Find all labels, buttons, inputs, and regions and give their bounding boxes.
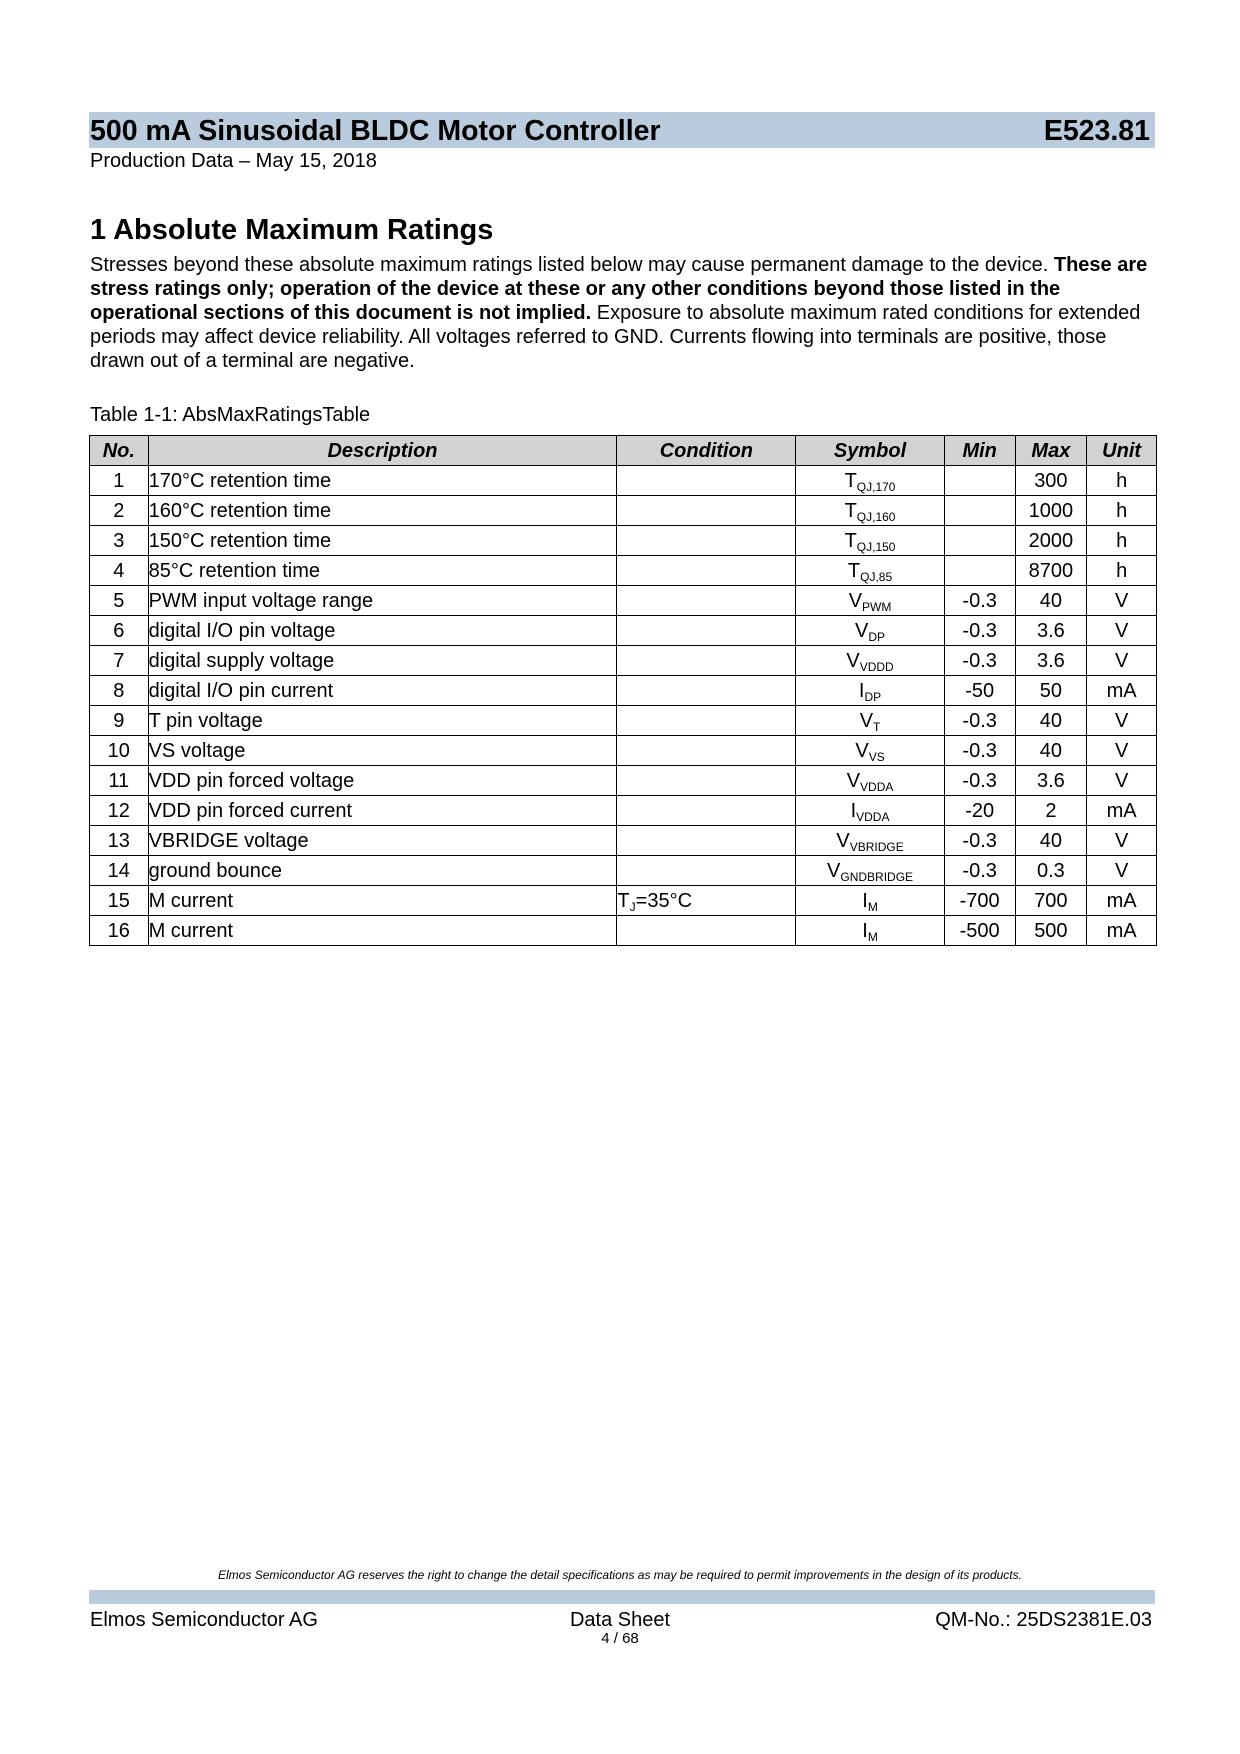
footer-qm-number: QM-No.: 25DS2381E.03 bbox=[935, 1609, 1152, 1631]
cell-unit: V bbox=[1087, 586, 1157, 616]
cell-condition bbox=[617, 496, 796, 526]
cell-max: 300 bbox=[1015, 466, 1087, 496]
cell-min: -0.3 bbox=[944, 706, 1015, 736]
cell-condition bbox=[617, 676, 796, 706]
cell-description: VS voltage bbox=[148, 736, 617, 766]
symbol-subscript: VDDA bbox=[860, 779, 894, 794]
footer-bar bbox=[89, 1590, 1155, 1604]
table-row bbox=[90, 526, 1157, 556]
cell-symbol bbox=[796, 526, 945, 556]
header-description: Description bbox=[148, 436, 617, 466]
cell-description: M current bbox=[148, 886, 617, 916]
cell-description: T pin voltage bbox=[148, 706, 617, 736]
cell-no: 11 bbox=[90, 766, 149, 796]
cell-no: 1 bbox=[90, 466, 149, 496]
symbol-subscript: QJ,160 bbox=[856, 509, 896, 524]
symbol-base: I bbox=[858, 679, 865, 702]
cell-unit: V bbox=[1087, 616, 1157, 646]
symbol-subscript: DP bbox=[864, 689, 882, 704]
cell-no: 10 bbox=[90, 736, 149, 766]
symbol-base: V bbox=[855, 619, 869, 642]
cell-no: 4 bbox=[90, 556, 149, 586]
symbol-base: T bbox=[847, 559, 861, 582]
symbol-base: T bbox=[844, 529, 857, 552]
intro-text-2: Exposure to absolute maximum rated conditions for extended periods may affect device reliability. All voltages referred to GND. Currents flowing into terminals are positive, those drawn out of a terminal are negative. bbox=[90, 302, 1141, 372]
header-max: Max bbox=[1015, 436, 1087, 466]
cell-max: 2 bbox=[1015, 796, 1087, 826]
symbol-subscript: QJ,150 bbox=[856, 539, 896, 554]
condition-subscript: J bbox=[629, 899, 636, 914]
document-code: E523.81 bbox=[1043, 115, 1150, 147]
table-row bbox=[90, 496, 1157, 526]
cell-description: PWM input voltage range bbox=[148, 586, 617, 616]
symbol-subscript: VDDA bbox=[856, 809, 890, 824]
cell-min: -0.3 bbox=[944, 646, 1015, 676]
symbol-base: I bbox=[850, 799, 857, 822]
symbol-base: V bbox=[855, 739, 869, 762]
symbol-subscript: T bbox=[873, 719, 881, 734]
symbol-base: V bbox=[846, 769, 861, 792]
cell-condition bbox=[617, 586, 796, 616]
cell-min: -500 bbox=[944, 916, 1015, 946]
cell-min: -0.3 bbox=[944, 616, 1015, 646]
cell-condition bbox=[617, 766, 796, 796]
cell-symbol bbox=[796, 886, 945, 916]
cell-max: 700 bbox=[1015, 886, 1087, 916]
cell-condition bbox=[617, 796, 796, 826]
symbol-subscript: VS bbox=[868, 749, 885, 764]
cell-condition bbox=[617, 856, 796, 886]
symbol-base: V bbox=[848, 589, 863, 612]
cell-min: -20 bbox=[944, 796, 1015, 826]
cell-max: 40 bbox=[1015, 706, 1087, 736]
cell-unit: mA bbox=[1087, 886, 1157, 916]
footer-doc-type: Data Sheet bbox=[569, 1609, 671, 1631]
cell-no: 5 bbox=[90, 586, 149, 616]
cell-min bbox=[944, 466, 1015, 496]
cell-symbol bbox=[796, 796, 945, 826]
symbol-base: I bbox=[862, 889, 868, 912]
cell-description: digital I/O pin voltage bbox=[148, 616, 617, 646]
cell-unit: mA bbox=[1087, 676, 1157, 706]
cell-min: -0.3 bbox=[944, 826, 1015, 856]
cell-condition bbox=[617, 826, 796, 856]
cell-symbol bbox=[796, 916, 945, 946]
intro-bold-text: These are stress ratings only; operation of the device at these or any other conditions beyond those listed in the operational sections of this document is not implied. bbox=[90, 254, 1148, 324]
cell-unit: V bbox=[1087, 856, 1157, 886]
table-row bbox=[90, 466, 1157, 496]
cell-max: 3.6 bbox=[1015, 646, 1087, 676]
cell-min: -0.3 bbox=[944, 586, 1015, 616]
cell-no: 6 bbox=[90, 616, 149, 646]
symbol-subscript: GNDBRIDGE bbox=[840, 869, 914, 884]
footer-company: Elmos Semiconductor AG bbox=[90, 1609, 318, 1631]
cell-condition bbox=[617, 916, 796, 946]
cell-no: 15 bbox=[90, 886, 149, 916]
cell-description: 170°C retention time bbox=[148, 466, 617, 496]
cell-symbol bbox=[796, 586, 945, 616]
table-header-row bbox=[90, 436, 1157, 466]
cell-max: 8700 bbox=[1015, 556, 1087, 586]
header-no: No. bbox=[90, 436, 149, 466]
cell-condition bbox=[617, 706, 796, 736]
table-row bbox=[90, 916, 1157, 946]
cell-no: 2 bbox=[90, 496, 149, 526]
cell-condition bbox=[617, 466, 796, 496]
cell-no: 12 bbox=[90, 796, 149, 826]
cell-symbol bbox=[796, 766, 945, 796]
cell-max: 2000 bbox=[1015, 526, 1087, 556]
intro-text-1: Stresses beyond these absolute maximum ratings listed below may cause permanent damage to the device. bbox=[90, 254, 1049, 276]
table-row bbox=[90, 676, 1157, 706]
page-number: 4 / 68 bbox=[601, 1630, 639, 1647]
cell-min: -0.3 bbox=[944, 766, 1015, 796]
table-row bbox=[90, 736, 1157, 766]
table-row bbox=[90, 556, 1157, 586]
header-min: Min bbox=[944, 436, 1015, 466]
cell-unit: V bbox=[1087, 766, 1157, 796]
symbol-subscript: DP bbox=[868, 629, 886, 644]
cell-min bbox=[944, 526, 1015, 556]
symbol-base: I bbox=[862, 919, 868, 942]
cell-no: 9 bbox=[90, 706, 149, 736]
cell-unit: h bbox=[1087, 526, 1157, 556]
table-row bbox=[90, 886, 1157, 916]
cell-description: VDD pin forced voltage bbox=[148, 766, 617, 796]
table-row bbox=[90, 706, 1157, 736]
cell-max: 3.6 bbox=[1015, 766, 1087, 796]
cell-symbol bbox=[796, 466, 945, 496]
cell-description: digital I/O pin current bbox=[148, 676, 617, 706]
cell-unit: V bbox=[1087, 646, 1157, 676]
symbol-subscript: M bbox=[867, 899, 878, 914]
table-row bbox=[90, 796, 1157, 826]
section-title: 1 Absolute Maximum Ratings bbox=[90, 214, 494, 246]
cell-description: M current bbox=[148, 916, 617, 946]
cell-description: 85°C retention time bbox=[148, 556, 617, 586]
cell-max: 500 bbox=[1015, 916, 1087, 946]
table-caption: Table 1-1: AbsMaxRatingsTable bbox=[90, 404, 371, 426]
symbol-subscript: VDDD bbox=[859, 659, 894, 674]
table-row bbox=[90, 766, 1157, 796]
table-row bbox=[90, 856, 1157, 886]
cell-symbol bbox=[796, 616, 945, 646]
cell-no: 8 bbox=[90, 676, 149, 706]
cell-unit: V bbox=[1087, 706, 1157, 736]
cell-unit: h bbox=[1087, 496, 1157, 526]
cell-symbol bbox=[796, 826, 945, 856]
cell-description: digital supply voltage bbox=[148, 646, 617, 676]
table-row bbox=[90, 616, 1157, 646]
table-row bbox=[90, 826, 1157, 856]
document-subtitle: Production Data – May 15, 2018 bbox=[90, 150, 377, 172]
condition-rest: =35°C bbox=[635, 889, 693, 912]
cell-max: 40 bbox=[1015, 586, 1087, 616]
cell-condition bbox=[617, 886, 796, 916]
cell-no: 13 bbox=[90, 826, 149, 856]
cell-symbol bbox=[796, 556, 945, 586]
symbol-base: T bbox=[844, 469, 857, 492]
cell-symbol bbox=[796, 706, 945, 736]
cell-condition bbox=[617, 736, 796, 766]
cell-max: 0.3 bbox=[1015, 856, 1087, 886]
cell-min: -0.3 bbox=[944, 856, 1015, 886]
cell-min: -50 bbox=[944, 676, 1015, 706]
cell-max: 1000 bbox=[1015, 496, 1087, 526]
cell-unit: mA bbox=[1087, 916, 1157, 946]
cell-description: VDD pin forced current bbox=[148, 796, 617, 826]
cell-description: VBRIDGE voltage bbox=[148, 826, 617, 856]
cell-symbol bbox=[796, 736, 945, 766]
cell-symbol bbox=[796, 856, 945, 886]
cell-symbol bbox=[796, 676, 945, 706]
symbol-base: V bbox=[846, 649, 860, 672]
cell-unit: mA bbox=[1087, 796, 1157, 826]
cell-min: -0.3 bbox=[944, 736, 1015, 766]
cell-min bbox=[944, 556, 1015, 586]
cell-symbol bbox=[796, 646, 945, 676]
cell-max: 3.6 bbox=[1015, 616, 1087, 646]
condition-base: T bbox=[617, 889, 630, 912]
cell-description: 150°C retention time bbox=[148, 526, 617, 556]
cell-description: ground bounce bbox=[148, 856, 617, 886]
document-title: 500 mA Sinusoidal BLDC Motor Controller bbox=[90, 115, 661, 147]
symbol-subscript: QJ,85 bbox=[860, 569, 893, 584]
cell-max: 40 bbox=[1015, 826, 1087, 856]
cell-max: 40 bbox=[1015, 736, 1087, 766]
table-row bbox=[90, 646, 1157, 676]
cell-unit: h bbox=[1087, 466, 1157, 496]
abs-max-ratings-table bbox=[89, 435, 1157, 946]
footer-disclaimer: Elmos Semiconductor AG reserves the right to change the detail specifications as may be required to permit improvements in the design of its products. bbox=[218, 1568, 1022, 1582]
symbol-subscript: VBRIDGE bbox=[849, 839, 904, 854]
cell-symbol bbox=[796, 496, 945, 526]
cell-min: -700 bbox=[944, 886, 1015, 916]
cell-no: 7 bbox=[90, 646, 149, 676]
header-symbol: Symbol bbox=[796, 436, 945, 466]
cell-condition bbox=[617, 526, 796, 556]
symbol-base: V bbox=[836, 829, 850, 852]
cell-unit: V bbox=[1087, 736, 1157, 766]
cell-condition bbox=[617, 646, 796, 676]
cell-condition bbox=[617, 556, 796, 586]
symbol-subscript: M bbox=[867, 929, 878, 944]
symbol-subscript: QJ,170 bbox=[856, 479, 896, 494]
symbol-base: T bbox=[844, 499, 857, 522]
cell-min bbox=[944, 496, 1015, 526]
symbol-base: V bbox=[827, 859, 841, 882]
header-condition: Condition bbox=[617, 436, 796, 466]
cell-description: 160°C retention time bbox=[148, 496, 617, 526]
cell-unit: V bbox=[1087, 826, 1157, 856]
cell-no: 16 bbox=[90, 916, 149, 946]
cell-condition bbox=[617, 616, 796, 646]
cell-no: 14 bbox=[90, 856, 149, 886]
symbol-base: V bbox=[859, 709, 874, 732]
cell-unit: h bbox=[1087, 556, 1157, 586]
symbol-subscript: PWM bbox=[862, 599, 892, 614]
cell-max: 50 bbox=[1015, 676, 1087, 706]
cell-no: 3 bbox=[90, 526, 149, 556]
header-unit: Unit bbox=[1087, 436, 1157, 466]
section-intro bbox=[90, 253, 1158, 373]
table-row bbox=[90, 586, 1157, 616]
